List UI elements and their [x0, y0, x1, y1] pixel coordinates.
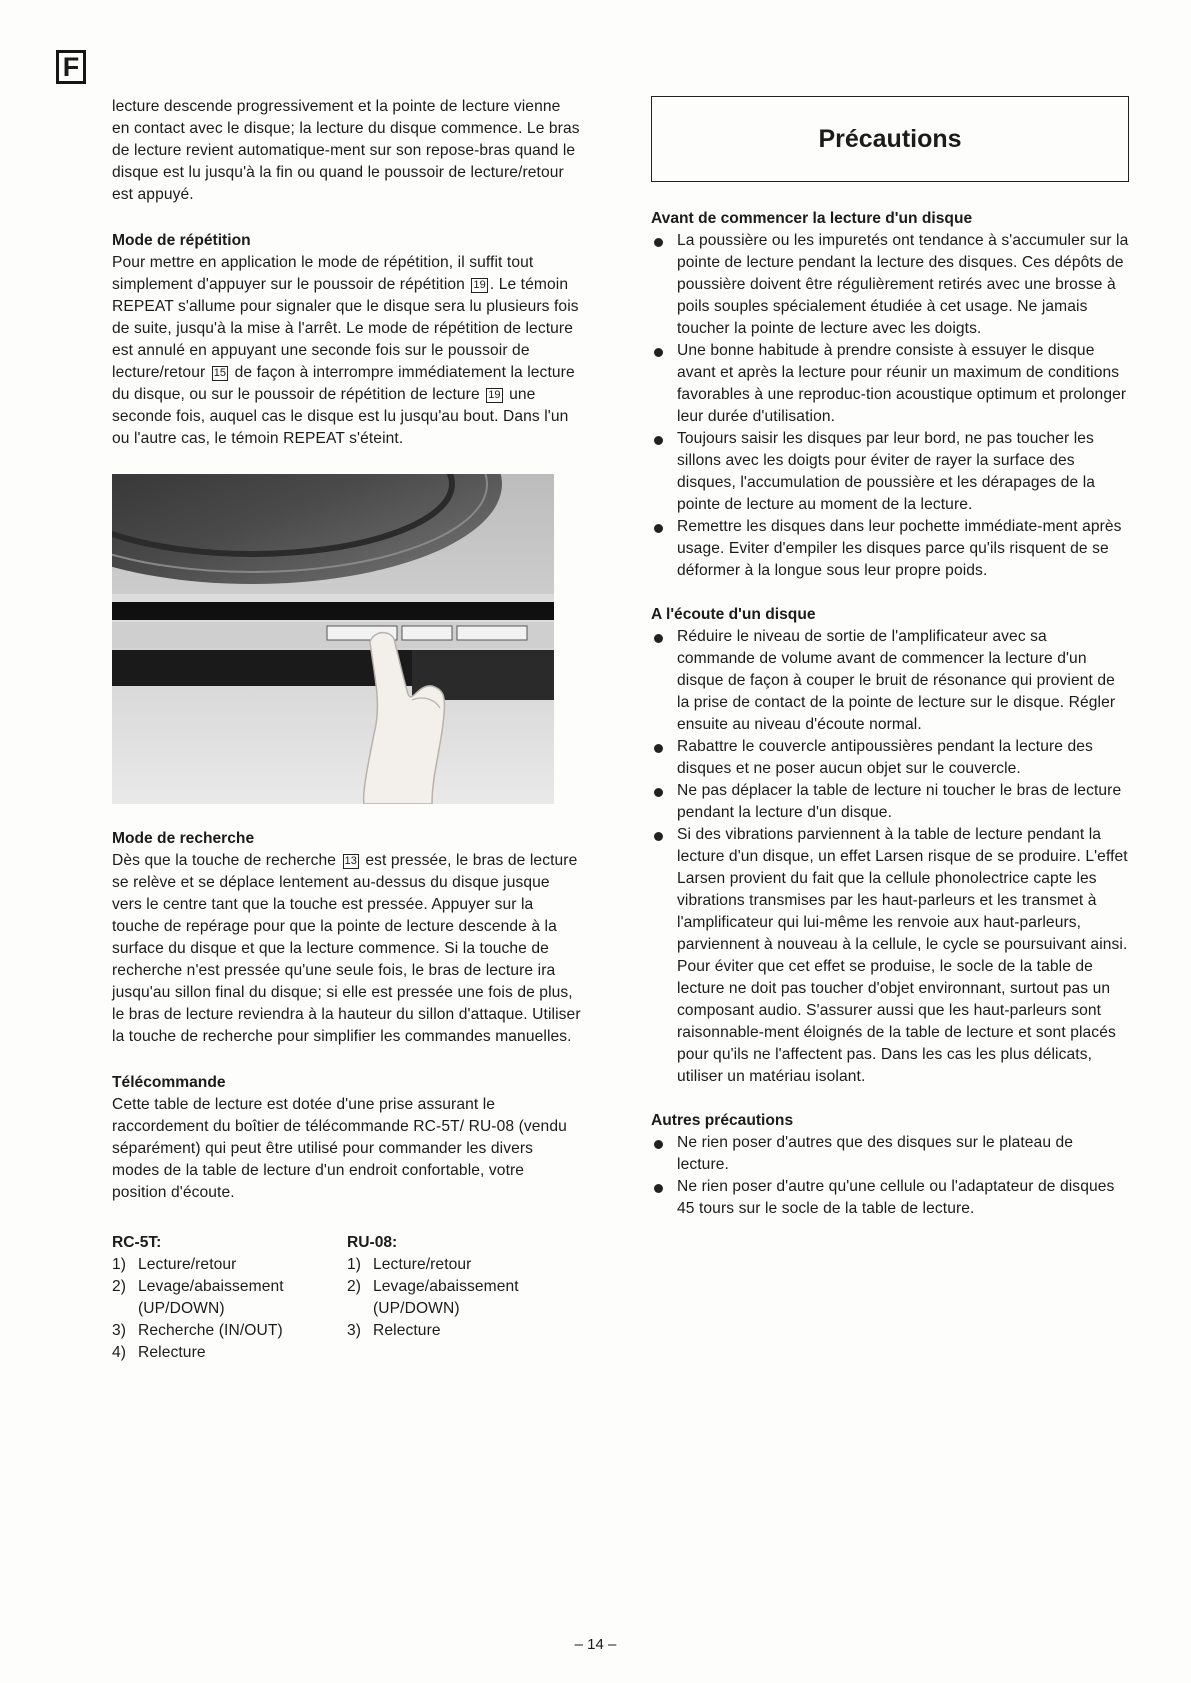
list-item: Ne rien poser d'autre qu'une cellule ou l'adaptateur de disques 45 tours sur le socle de la table de lecture. — [651, 1176, 1129, 1220]
list-item: Ne pas déplacer la table de lecture ni toucher le bras de lecture pendant la lecture d'un disque. — [651, 780, 1129, 824]
list-item: 3) Relecture — [347, 1322, 441, 1339]
list-item: 1) Lecture/retour — [112, 1256, 237, 1273]
bullet-list — [651, 626, 1129, 1088]
repeat-paragraph: Pour mettre en application le mode de répétition, il suffit tout simplement d'appuyer sur le poussoir de répétition 19 . Le témoin REPEAT s'allume pour signaler que le disque sera lu plusieurs fois de suite, jusqu'à la mise à l'arrêt. Le mode de répétition de lecture est annulé en appuyant une seconde fois sur le poussoir de lecture/retour 15 de façon à interrompre immédiatement la lecture du disque, ou sur le poussoir de répétition de lecture 19 une seconde fois, auquel cas le disque est lu jusqu'au bout. Dans l'un ou l'autre cas, le témoin REPEAT s'éteint. — [112, 254, 579, 447]
bullet-list — [651, 1132, 1129, 1220]
turntable-photo — [112, 474, 554, 804]
left-column — [112, 96, 582, 1364]
search-heading: Mode de recherche — [112, 830, 255, 847]
rc5t-list — [112, 1232, 347, 1364]
remote-function-lists — [112, 1232, 582, 1364]
section-heading: A l'écoute d'un disque — [651, 606, 816, 623]
language-badge: F — [56, 50, 86, 84]
page-number: – 14 – — [574, 1636, 617, 1653]
section-heading: Autres précautions — [651, 1112, 794, 1129]
search-section — [112, 828, 582, 1048]
right-column — [651, 96, 1129, 1220]
bullet-list — [651, 230, 1129, 582]
remote-section — [112, 1072, 582, 1204]
list-item: Toujours saisir les disques par leur bord, ne pas toucher les sillons avec les doigts pour éviter de rayer la surface des disques, l'accumulation de poussière et les dérapages de la pointe de lecture au moment de la lecture. — [651, 428, 1129, 516]
page-title: Précautions — [818, 124, 962, 153]
list-item: Remettre les disques dans leur pochette immédiate-ment après usage. Eviter d'empiler les disques parce qu'ils risquent de se déformer à la longue sous leur propre poids. — [651, 516, 1129, 582]
repeat-section — [112, 230, 582, 450]
list-item: Une bonne habitude à prendre consiste à essuyer le disque avant et après la lecture pour réunir un maximum de conditions favorables à une reproduc-tion acoustique optimum et prolonger leur durée d'utilisation. — [651, 340, 1129, 428]
key-ref-13: 13 — [344, 855, 357, 867]
list-item: La poussière ou les impuretés ont tendance à s'accumuler sur la pointe de lecture pendant la lecture des disques. Ces dépôts de poussière doivent être régulièrement retirés avec une brosse à poils souples spécialement étudiée à cet usage. Ne jamais toucher la pointe de lecture avec les doigts. — [651, 230, 1129, 340]
list-item: 1) Lecture/retour — [347, 1256, 472, 1273]
ru08-list — [347, 1232, 582, 1364]
list-item: 4) Relecture — [112, 1344, 206, 1361]
search-paragraph: Dès que la touche de recherche 13 est pressée, le bras de lecture se relève et se déplace lentement au-dessus du disque jusque vers le centre tant que la touche est pressée. Appuyer sur la touche de repérage pour que la pointe de lecture descende à la surface du disque et que la lecture commence. Si la touche de recherche n'est pressée qu'une seule fois, le bras de lecture ira jusqu'au sillon final du disque; si elle est pressée une fois de plus, le bras de lecture reviendra à la hauteur du sillon d'attaque. Utiliser la touche de recherche pour simplifier les commandes manuelles. — [112, 852, 581, 1045]
turntable-illustration — [112, 474, 554, 804]
list-item: Si des vibrations parviennent à la table de lecture pendant la lecture d'un disque, un effet Larsen risque de se produire. L'effet Larsen provient du fait que la cellule phonolectrice capte les vibrations transmises par les haut-parleurs et les transmet à l'amplificateur qui lui-même les renvoie aux haut-parleurs, parviennent à nouveau à la cellule, le cycle se poursuivant ainsi. Pour éviter que cet effet se produise, le socle de la table de lecture ne doit pas toucher d'objet environnant, surtout pas un composant audio. S'assurer aussi que les haut-parleurs sont raisonnable-ment éloignés de la table de lecture et sont placés pour qu'ils ne l'affectent pas. Dans les cas les plus délicats, utiliser un matériau isolant. — [651, 824, 1129, 1088]
remote-paragraph: Cette table de lecture est dotée d'une prise assurant le raccordement du boîtier de télécommande RC-5T/ RU-08 (vendu séparément) qui peut être utilisé pour commander les divers modes de la table de lecture d'un endroit confortable, votre position d'écoute. — [112, 1096, 567, 1201]
rc5t-heading: RC-5T: — [112, 1234, 162, 1251]
list-item: Réduire le niveau de sortie de l'amplificateur avec sa commande de volume avant de commencer la lecture d'un disque de façon à couper le bruit de résonance qui provient de la prise de contact de la pointe de lecture sur le disque. Régler ensuite au niveau d'écoute normal. — [651, 626, 1129, 736]
list-item: Ne rien poser d'autres que des disques sur le plateau de lecture. — [651, 1132, 1129, 1176]
precautions-title-box — [651, 96, 1129, 182]
repeat-heading: Mode de répétition — [112, 232, 251, 249]
list-item: 2) Levage/abaissement (UP/DOWN) — [112, 1278, 284, 1317]
list-item: 3) Recherche (IN/OUT) — [112, 1322, 283, 1339]
key-ref-19: 19 — [488, 389, 501, 401]
ru08-heading: RU-08: — [347, 1234, 398, 1251]
list-item: Rabattre le couvercle antipoussières pendant la lecture des disques et ne poser aucun objet sur le couvercle. — [651, 736, 1129, 780]
remote-heading: Télécommande — [112, 1074, 226, 1091]
key-ref-19: 19 — [473, 279, 486, 291]
key-ref-15: 15 — [213, 367, 227, 379]
section-heading: Avant de commencer la lecture d'un disque — [651, 210, 973, 227]
list-item: 2) Levage/abaissement (UP/DOWN) — [347, 1278, 519, 1317]
intro-paragraph: lecture descende progressivement et la pointe de lecture vienne en contact avec le disque; la lecture du disque commence. Le bras de lecture revient automatique-ment sur son repose-bras quand le disque est lu jusqu'à la fin ou quand le poussoir de lecture/retour est appuyé. — [112, 98, 580, 203]
